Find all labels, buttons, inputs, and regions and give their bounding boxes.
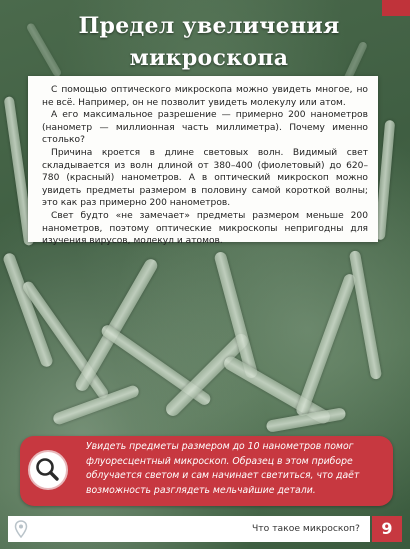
page-title [74,10,344,74]
corner-accent [382,0,410,16]
title-line-2: микроскопа [129,45,289,71]
footer-section-label: Что такое микроскоп? [252,523,360,534]
paragraph-3: Причина кроется в длине световых волн. Видимый свет складывается из волн длиной от 380–400 (фиолетовый) до 620–780 (красный) нанометров. А в оптический микроскоп можно увидеть предметы размером в половину самой короткой волны; это как раз примерно 200 нанометров. [42,147,368,209]
paragraph-4: Свет будто «не замечает» предметы размером меньше 200 нанометров, поэтому оптические микроскопы непригодны для изучения вирусов, молекул и атомов. [42,210,368,247]
main-text-box [28,76,378,247]
location-pin-icon [14,520,28,538]
page-number: 9 [372,516,402,542]
magnifier-icon [28,450,68,490]
paragraph-1: С помощью оптического микроскопа можно увидеть многое, но не всё. Например, он не позволит увидеть молекулу или атом. [42,85,368,108]
fact-callout [20,436,393,506]
footer [0,508,410,549]
paragraph-2: А его максимальное разрешение — примерно 200 нанометров (нанометр — миллионная часть миллиметра). Почему именно столько? [42,110,368,146]
title-line-1: Предел увеличения [78,13,340,39]
callout-text: Увидеть предметы размером до 10 нанометров помог флуоресцентный микроскоп. Образец в этом приборе облучается светом и сам начинает светиться, что даёт возможность разглядеть мельчайшие детали. [86,441,360,496]
